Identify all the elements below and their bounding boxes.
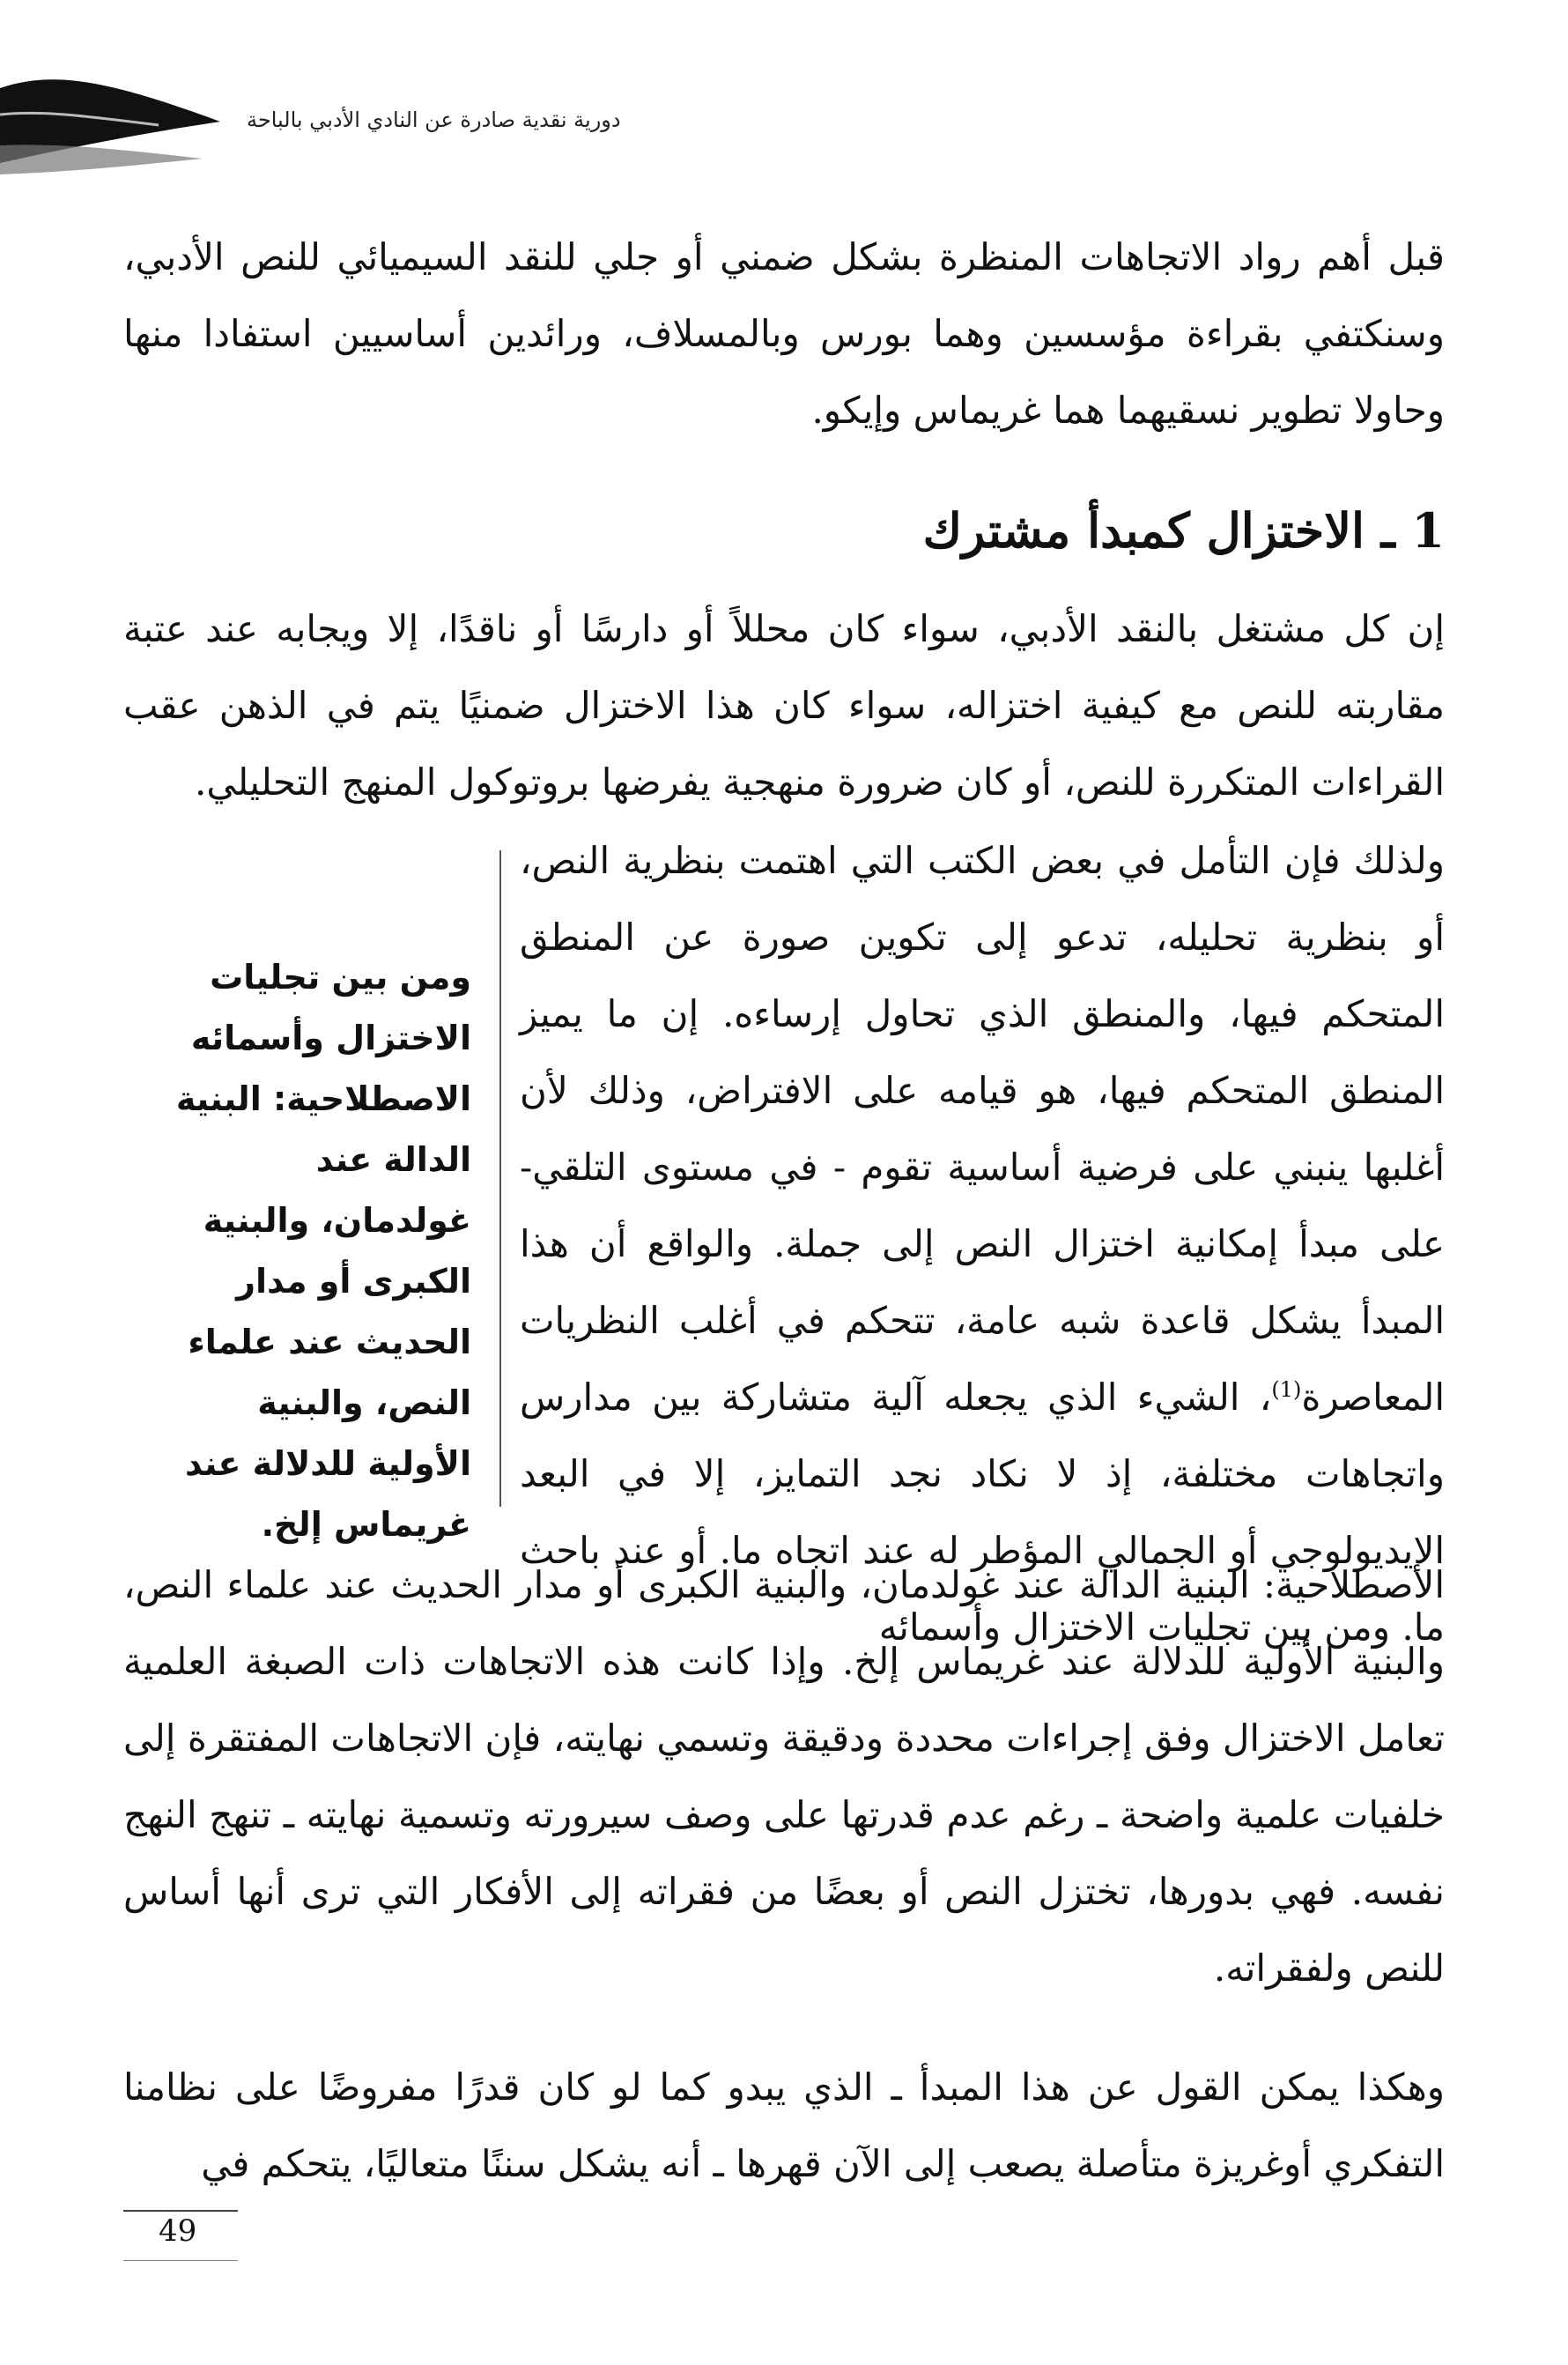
header-brush-decoration	[0, 62, 220, 194]
footer-rule-bottom	[123, 2260, 238, 2261]
column-text-part-2: ، الشيء الذي يجعله آلية متشاركة بين مدارس واتجاهات مختلفة، إذ لا نكاد نجد التمايز، إلا في البعد الإيديولوجي أو الجمالي المؤطر له عند اتجاه ما. أو عند باحث ما. ومن بين تجليات الاختزال وأسمائه	[520, 1375, 1445, 1649]
column-paragraph	[520, 822, 1445, 1665]
footnote-reference[interactable]: (1)	[1271, 1377, 1302, 1402]
pull-quote-divider	[499, 850, 501, 1507]
paragraph-1: إن كل مشتغل بالنقد الأدبي، سواء كان محللاً أو دارسًا أو ناقدًا، إلا ويجابه عند عتبة مقاربته للنص مع كيفية اختزاله، سواء كان هذا الاختزال ضمنيًا يتم في الذهن عقب القراءات المتكررة للنص، أو كان ضرورة منهجية يفرضها بروتوكول المنهج التحليلي.	[123, 607, 1445, 804]
column-text-part-1: ولذلك فإن التأمل في بعض الكتب التي اهتمت بنظرية النص، أو بنظرية تحليله، تدعو إلى تكوين صورة عن المنطق المتحكم فيها، والمنطق الذي تحاول إرساءه. إن ما يميز المنطق المتحكم فيها، هو قيامه على الافتراض، وذلك لأن أغلبها ينبني على فرضية أساسية تقوم - في مستوى التلقي- على مبدأ إمكانية اختزال النص إلى جملة. والواقع أن هذا المبدأ يشكل قاعدة شبه عامة، تتحكم في أغلب النظريات المعاصرة	[520, 839, 1445, 1419]
continuation-paragraph: الاصطلاحية: البنية الدالة عند غولدمان، والبنية الكبرى أو مدار الحديث عند علماء النص، والبنية الأولية للدلالة عند غريماس إلخ. وإذا كانت هذه الاتجاهات ذات الصبغة العلمية تعامل الاختزال وفق إجراءات محددة ودقيقة وتسمي نهايته، فإن الاتجاهات المفتقرة إلى خلفيات علمية واضحة ـ رغم عدم قدرتها على وصف سيرورته وتسمية نهايته ـ تنهج النهج نفسه. فهي بدورها، تختزل النص أو بعضًا من فقراته إلى الأفكار التي ترى أنها أساس للنص ولفقراته.	[123, 1563, 1445, 1990]
section-heading: 1 ـ الاختزال كمبدأ مشترك	[922, 502, 1445, 559]
intro-paragraph: قبل أهم رواد الاتجاهات المنظرة بشكل ضمني أو جلي للنقد السيميائي للنص الأدبي، وسنكتفي بقراءة مؤسسين وهما بورس وبالمسلاف، ورائدين أساسيين استفادا منها وحاولا تطوير نسقيهما هما غريماس وإيكو.	[123, 235, 1445, 432]
journal-header-title: دورية نقدية صادرة عن النادي الأدبي بالباحة	[247, 108, 621, 132]
paragraph-2: وهكذا يمكن القول عن هذا المبدأ ـ الذي يبدو كما لو كان قدرًا مفروضًا على نظامنا التفكري أوغريزة متأصلة يصعب إلى الآن قهرها ـ أنه يشكل سننًا متعاليًا، يتحكم في	[123, 2065, 1445, 2185]
footer-rule	[123, 2210, 238, 2212]
page-number: 49	[159, 2213, 197, 2249]
pull-quote: ومن بين تجليات الاختزال وأسمائه الاصطلاحية: البنية الدالة عند غولدمان، والبنية الكبرى أو مدار الحديث عند علماء النص، والبنية الأولية للدلالة عند غريماس إلخ.	[175, 958, 471, 1544]
